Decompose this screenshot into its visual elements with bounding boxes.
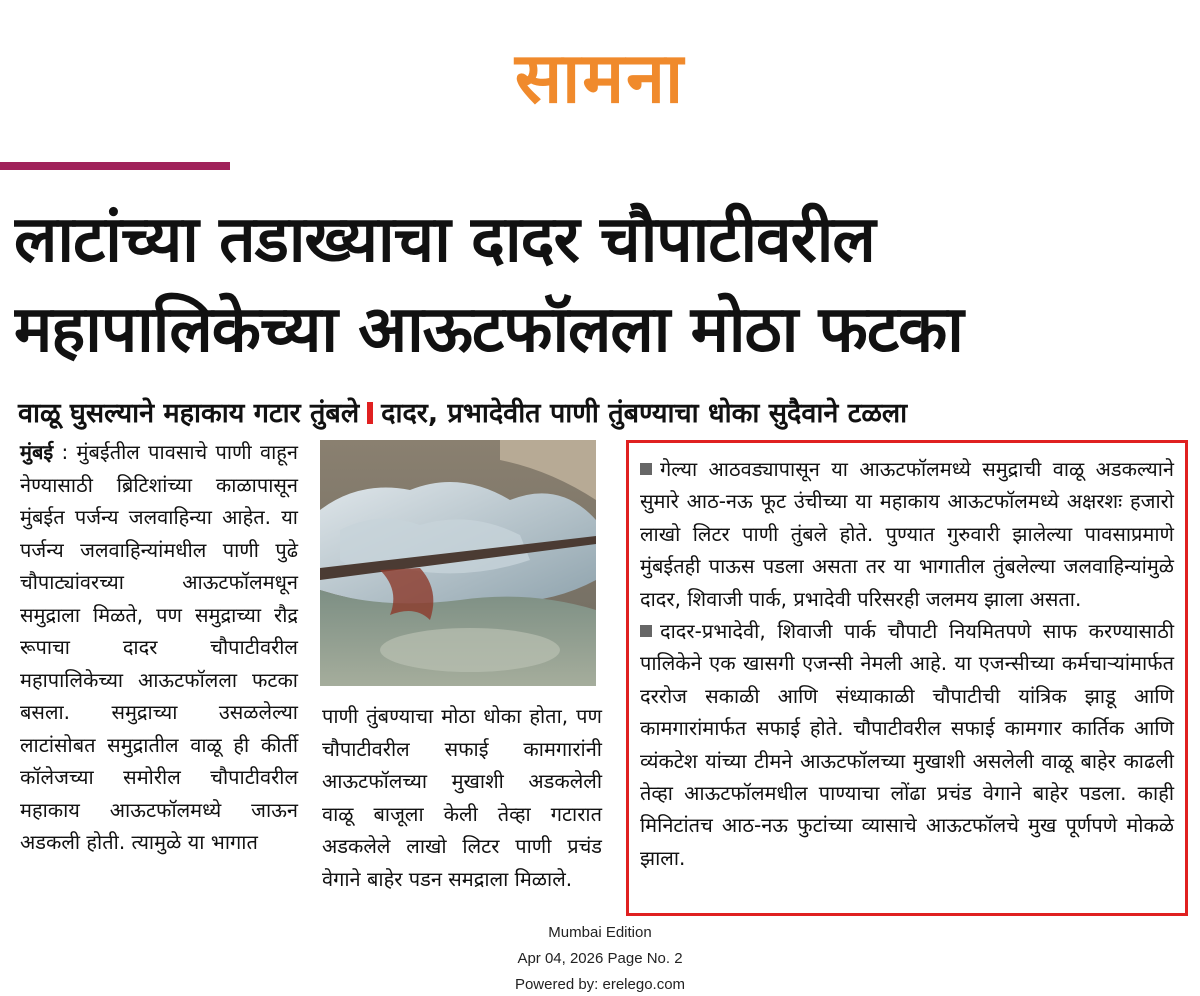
article-column-1 [20, 436, 298, 859]
box-paragraph-1: गेल्या आठवड्यापासून या आऊटफॉलमध्ये समुद्राची वाळू अडकल्याने सुमारे आठ-नऊ फूट उंचीच्या या महाकाय आऊटफॉलमध्ये अक्षरशः हजारो लाखो लिटर पाणी तुंबले होते. पुण्यात गुरुवारी झालेल्या पावसाप्रमाणे मुंबईतही पाऊस पडला असता तर या भागातील तुंबलेल्या जलवाहिन्यांमुळे दादर, शिवाजी पार्क, प्रभादेवी परिसरही जलमय झाला असता. [640, 457, 1174, 611]
subheadline [18, 394, 1188, 434]
box-text [640, 453, 1174, 874]
column-1-text: : मुंबईतील पावसाचे पाणी वाहून नेण्यासाठी ब्रिटिशांच्या काळापासून मुंबईत पर्जन्य जलवाहिन्या आहेत. या पर्जन्य जलवाहिन्यांमधील पाणी पुढे चौपाट्यांवरच्या आऊटफॉलमधून समुद्राला मिळते, पण समुद्राच्या रौद्र रूपाचा दादर चौपाटीवरील महापालिकेच्या आऊटफॉलला फटका बसला. समुद्राच्या उसळलेल्या लाटांसोबत समुद्रातील वाळू ही कीर्ती कॉलेजच्या समोरील चौपाटीवरील महाकाय आऊटफॉलमध्ये जाऊन अडकली होती. त्यामुळे या भागात [20, 440, 298, 854]
box-paragraph-2: दादर-प्रभादेवी, शिवाजी पार्क चौपाटी नियमितपणे साफ करण्यासाठी पालिकेने एक खासगी एजन्सी नेमली आहे. या एजन्सीच्या कर्मचाऱ्यांमार्फत दररोज सकाळी आणि संध्याकाळी चौपाटीची यांत्रिक झाडू आणि कामगारांमार्फत सफाई होते. चौपाटीवरील सफाई कामगार कार्तिक आणि व्यंकटेश यांच्या टीमने आऊटफॉलच्या मुखाशी असलेली वाळू बाहेर काढली तेव्हा आऊटफॉलमधील पाण्याचा लोंढा प्रचंड वेगाने बाहेर पडला. काही मिनिटांतच आठ-नऊ फुटांच्या व्यासाचे आऊटफॉलचे मुख पूर्णपणे मोकळे झाला. [640, 619, 1174, 870]
headline-line-2: महापालिकेच्या आऊटफॉलला मोठा फटका [14, 293, 963, 367]
square-bullet-icon [640, 463, 652, 475]
footer-powered-by: Powered by: erelego.com [514, 976, 686, 993]
headline-line-1: लाटांच्या तडाख्याचा दादर चौपाटीवरील [14, 203, 875, 277]
footer-date-page: Apr 04, 2026 Page No. 2 [517, 950, 683, 967]
news-photo [320, 440, 596, 686]
article-column-2 [322, 700, 602, 895]
subhead-separator [367, 402, 373, 424]
subhead-part-2: दादर, प्रभादेवीत पाणी तुंबण्याचा धोका सुदैवाने टळला [381, 398, 908, 429]
square-bullet-icon [640, 625, 652, 637]
footer-edition: Mumbai Edition [548, 924, 652, 941]
dateline: मुंबई [20, 440, 54, 464]
highlight-box [626, 440, 1188, 916]
newspaper-masthead: सामना [514, 37, 686, 119]
subhead-part-1: वाळू घुसल्याने महाकाय गटार तुंबले [18, 398, 360, 429]
box-right-border [1185, 443, 1188, 913]
outfall-photo-image [320, 440, 596, 686]
section-rule [0, 162, 230, 170]
column-2-text: पाणी तुंबण्याचा मोठा धोका होता, पण चौपाटीवरील सफाई कामगारांनी आऊटफॉलच्या मुखाशी अडकलेली वाळू बाजूला केली तेव्हा गटारात अडकलेले लाखो लिटर पाणी प्रचंड वेगाने बाहेर पडन समद्राला मिळाले. [322, 704, 602, 891]
box-left-border [626, 443, 629, 913]
